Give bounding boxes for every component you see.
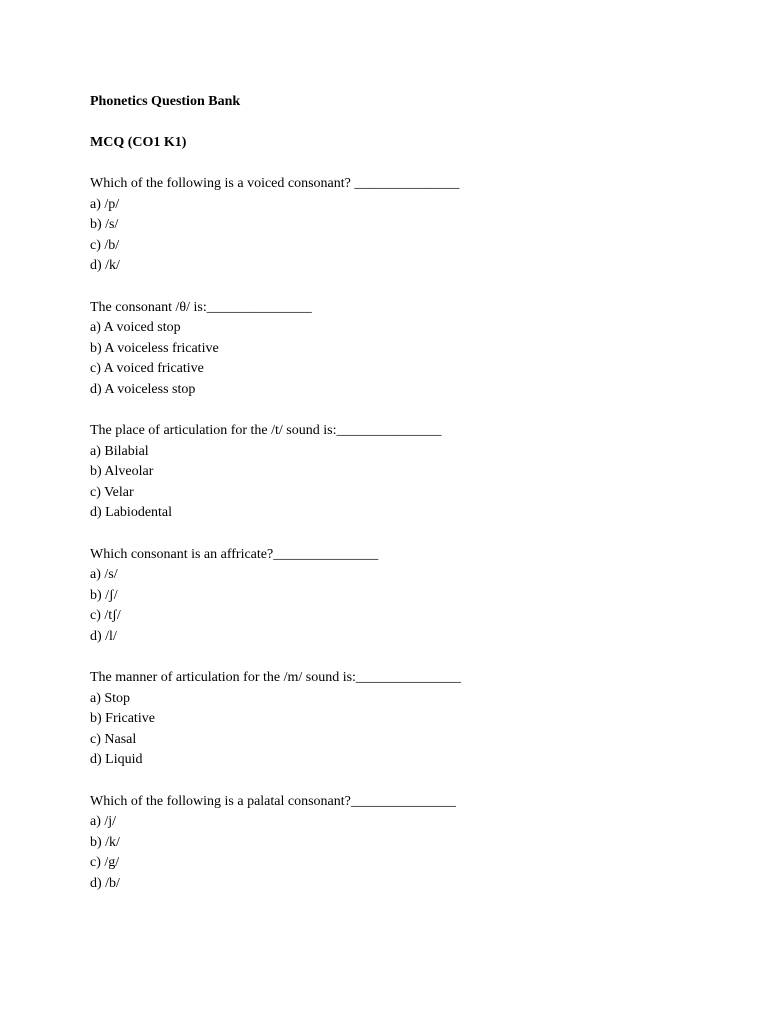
option-c: c) /g/ (90, 855, 120, 870)
option-d: d) Liquid (90, 752, 143, 767)
option-a: a) /j/ (90, 814, 117, 829)
document-page (90, 92, 730, 915)
question-text: The consonant /θ/ is:_______________ (90, 299, 312, 315)
question-2 (90, 298, 730, 401)
option-d: d) /b/ (90, 875, 120, 891)
option-c: c) /tʃ/ (90, 608, 121, 623)
question-text: The manner of articulation for the /m/ sound is:_______________ (90, 670, 461, 685)
option-d: d) /l/ (90, 628, 117, 644)
option-a: a) /s/ (90, 567, 118, 582)
question-text: The place of articulation for the /t/ sound is:_______________ (90, 423, 442, 438)
option-c: c) A voiced fricative (90, 361, 204, 376)
option-a: a) /p/ (90, 196, 120, 212)
document-title: Phonetics Question Bank (90, 94, 241, 109)
option-b: b) /ʃ/ (90, 587, 118, 603)
question-text: Which of the following is a palatal consonant?_______________ (90, 793, 456, 809)
option-d: d) Labiodental (90, 505, 173, 520)
option-b: b) A voiceless fricative (90, 340, 219, 356)
option-a: a) Stop (90, 690, 131, 706)
option-b: b) /s/ (90, 217, 119, 232)
option-d: d) A voiceless stop (90, 381, 196, 397)
question-1 (90, 174, 730, 277)
question-4 (90, 545, 730, 648)
option-a: a) A voiced stop (90, 320, 181, 335)
option-c: c) /b/ (90, 237, 120, 253)
option-c: c) Velar (90, 484, 134, 500)
option-a: a) Bilabial (90, 443, 149, 459)
option-d: d) /k/ (90, 258, 120, 273)
question-text: Which of the following is a voiced consonant? _______________ (90, 176, 460, 191)
question-3 (90, 421, 730, 524)
section-heading: MCQ (CO1 K1) (90, 135, 187, 150)
option-b: b) /k/ (90, 834, 120, 850)
question-text: Which consonant is an affricate?_______________ (90, 546, 379, 562)
option-b: b) Alveolar (90, 464, 154, 479)
option-b: b) Fricative (90, 711, 155, 726)
question-5 (90, 668, 730, 771)
question-6 (90, 792, 730, 895)
option-c: c) Nasal (90, 731, 137, 747)
